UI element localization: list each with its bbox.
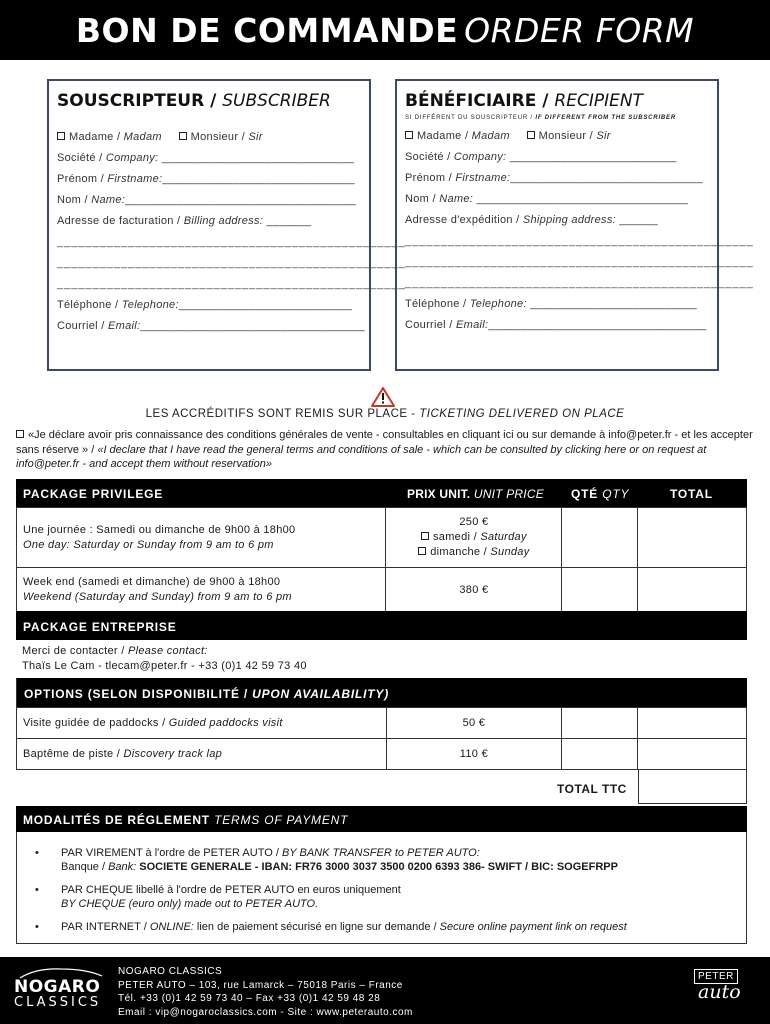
day-pass-qty-input[interactable]	[562, 508, 638, 568]
subscriber-title: SOUSCRIPTEUR / SUBSCRIBER	[57, 91, 331, 111]
list-item: • PAR INTERNET / ONLINE: lien de paiement sécurisé en ligne sur demande / Secure online payment link on request	[35, 920, 746, 934]
subscriber-email-field[interactable]: Courriel / Email:___________________________________	[57, 320, 365, 332]
terms-checkbox[interactable]	[16, 430, 24, 438]
paddock-visit-price: 50 €	[386, 708, 562, 739]
recipient-name-field[interactable]: Nom / Name: _________________________________	[405, 193, 689, 205]
paddock-visit-qty-input[interactable]	[562, 708, 638, 739]
recipient-box	[395, 79, 754, 371]
terms-declaration: «Je déclare avoir pris connaissance des conditions générales de vente - consultables en cliquant ici ou sur demande à info@peter.fr - et les accepter sans réserve » / «I declare that I have read the general terms and conditions of sale - which can be consulted by clicking here or on request at info@peter.fr - and accept them without reservation»	[16, 429, 753, 470]
subscriber-civility: Madame / Madam Monsieur / Sir	[57, 131, 361, 143]
recipient-title: BÉNÉFICIAIRE / RECIPIENT	[405, 91, 643, 111]
peter-auto-logo: PETER auto	[694, 969, 741, 1003]
title-en: ORDER FORM	[464, 11, 695, 50]
madame-checkbox[interactable]	[405, 131, 413, 139]
track-lap-total-input[interactable]	[638, 739, 747, 770]
weekend-pass-qty-input[interactable]	[562, 568, 638, 612]
monsieur-checkbox[interactable]	[179, 132, 187, 140]
recipient-address-line[interactable]: _________________________________________________	[405, 277, 754, 289]
form-title	[0, 0, 770, 60]
recipient-address-line[interactable]: _________________________________________________	[405, 235, 754, 247]
nogaro-classics-logo: NOGARO CLASSICS	[14, 977, 101, 1010]
recipient-address-field[interactable]: Adresse d'expédition / Shipping address: ______	[405, 214, 658, 226]
subscriber-phone-field[interactable]: Téléphone / Telephone:___________________________	[57, 299, 353, 311]
recipient-firstname-field[interactable]: Prénom / Firstname:______________________________	[405, 172, 703, 184]
day-pass-price: 250 € samedi / Saturday dimanche / Sunday	[386, 508, 562, 568]
footer	[0, 957, 770, 1024]
day-pass-description: Une journée : Samedi ou dimanche de 9h00 à 18h00 One day: Saturday or Sunday from 9 am to 6 pm	[17, 508, 386, 568]
recipient-note: SI DIFFÉRENT DU SOUSCRIPTEUR / IF DIFFERENT FROM THE SUBSCRIBER	[405, 115, 676, 121]
sunday-checkbox[interactable]	[418, 547, 426, 555]
madame-checkbox[interactable]	[57, 132, 65, 140]
package-privilege-table	[16, 507, 747, 612]
list-item: • PAR CHEQUE libellé à l'ordre de PETER AUTO en euros uniquement BY CHEQUE (euro only) made out to PETER AUTO.	[35, 883, 746, 911]
track-lap-price: 110 €	[386, 739, 562, 770]
saturday-checkbox[interactable]	[421, 532, 429, 540]
subscriber-name-field[interactable]: Nom / Name:____________________________________	[57, 194, 357, 206]
entreprise-contact: Merci de contacter / Please contact: Thaïs Le Cam - tlecam@peter.fr - +33 (0)1 42 59 73 40	[22, 645, 307, 672]
subscriber-box	[47, 79, 406, 371]
weekend-pass-price: 380 €	[386, 568, 562, 612]
list-item: • PAR VIREMENT à l'ordre de PETER AUTO / BY BANK TRANSFER to PETER AUTO: Banque / Bank: SOCIETE GENERALE - IBAN: FR76 3000 3037 3500 0200 6393 386- SWIFT / BIC: SOGEFRPP	[35, 846, 746, 874]
options-table	[16, 707, 747, 770]
options-header: OPTIONS (SELON DISPONIBILITÉ / UPON AVAILABILITY)	[16, 678, 747, 707]
monsieur-checkbox[interactable]	[527, 131, 535, 139]
recipient-email-field[interactable]: Courriel / Email:__________________________________	[405, 319, 707, 331]
weekend-pass-total-input[interactable]	[638, 568, 747, 612]
payment-terms-list	[16, 832, 747, 944]
ticketing-notice: LES ACCRÉDITIFS SONT REMIS SUR PLACE - TICKETING DELIVERED ON PLACE	[145, 408, 625, 420]
package-entreprise-header: PACKAGE ENTREPRISE	[16, 611, 747, 640]
table-row	[17, 708, 747, 739]
recipient-address-line[interactable]: _________________________________________________	[405, 256, 754, 268]
track-lap-label: Baptême de piste / Discovery track lap	[17, 739, 387, 770]
recipient-phone-field[interactable]: Téléphone / Telephone: __________________________	[405, 298, 698, 310]
subscriber-company-field[interactable]: Société / Company: ______________________________	[57, 152, 355, 164]
paddock-visit-label: Visite guidée de paddocks / Guided paddocks visit	[17, 708, 387, 739]
title-fr: BON DE COMMANDE	[75, 11, 459, 50]
warning-icon	[371, 387, 395, 407]
paddock-visit-total-input[interactable]	[638, 708, 747, 739]
recipient-company-field[interactable]: Société / Company: __________________________	[405, 151, 677, 163]
subscriber-address-line[interactable]: _________________________________________________	[57, 257, 406, 269]
subscriber-address-field[interactable]: Adresse de facturation / Billing address: _______	[57, 215, 312, 227]
total-ttc-input[interactable]	[638, 769, 747, 804]
subscriber-address-line[interactable]: _________________________________________________	[57, 236, 406, 248]
package-privilege-header: PACKAGE PRIVILEGE PRIX UNIT. UNIT PRICE QTÉ QTY TOTAL	[16, 479, 747, 507]
weekend-pass-description: Week end (samedi et dimanche) de 9h00 à 18h00 Weekend (Saturday and Sunday) from 9 am to 6 pm	[17, 568, 386, 612]
table-row	[17, 739, 747, 770]
subscriber-firstname-field[interactable]: Prénom / Firstname:______________________________	[57, 173, 355, 185]
day-pass-total-input[interactable]	[638, 508, 747, 568]
subscriber-address-line[interactable]: _________________________________________________	[57, 278, 406, 290]
total-ttc-label: TOTAL TTC	[557, 782, 627, 796]
payment-terms-header: MODALITÉS DE RÉGLEMENT TERMS OF PAYMENT	[16, 806, 747, 832]
table-row	[17, 508, 747, 568]
footer-contact-info: NOGARO CLASSICS PETER AUTO – 103, rue Lamarck – 75018 Paris – France Tél. +33 (0)1 42 59 73 40 – Fax +33 (0)1 42 59 48 28 Email : vip@nogaroclassics.com - Site : www.peterauto.com	[118, 966, 413, 1018]
table-row	[17, 568, 747, 612]
recipient-civility: Madame / Madam Monsieur / Sir	[405, 130, 709, 142]
track-lap-qty-input[interactable]	[562, 739, 638, 770]
